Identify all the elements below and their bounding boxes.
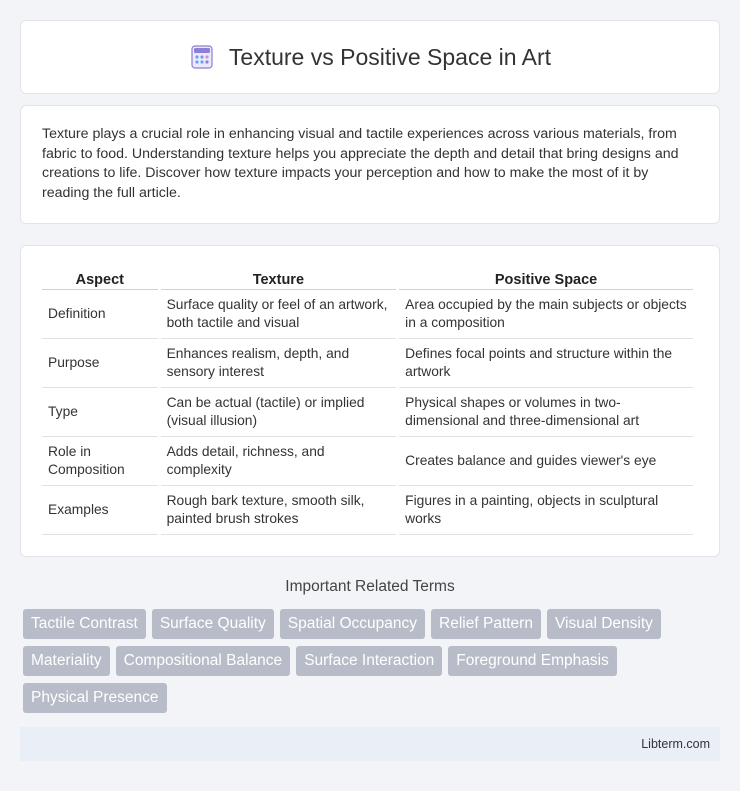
table-cell: Surface quality or feel of an artwork, both tactile and visual bbox=[161, 290, 397, 339]
table-cell: Creates balance and guides viewer's eye bbox=[399, 437, 693, 486]
table-cell: Type bbox=[42, 388, 158, 437]
table-row bbox=[42, 290, 693, 339]
tag-compositional-balance[interactable]: Compositional Balance bbox=[116, 646, 291, 676]
calculator-icon bbox=[189, 44, 215, 70]
related-terms-title: Important Related Terms bbox=[285, 578, 455, 595]
table-cell: Purpose bbox=[42, 339, 158, 388]
table-cell: Physical shapes or volumes in two-dimensional and three-dimensional art bbox=[399, 388, 693, 437]
header bbox=[189, 44, 551, 71]
table-cell: Definition bbox=[42, 290, 158, 339]
tag-surface-quality[interactable]: Surface Quality bbox=[152, 609, 274, 639]
tag-visual-density[interactable]: Visual Density bbox=[547, 609, 661, 639]
table-header-row bbox=[42, 266, 693, 290]
table-cell: Examples bbox=[42, 486, 158, 535]
table-cell: Adds detail, richness, and complexity bbox=[161, 437, 397, 486]
table-cell: Can be actual (tactile) or implied (visual illusion) bbox=[161, 388, 397, 437]
table-row bbox=[42, 437, 693, 486]
comparison-card bbox=[20, 245, 720, 557]
related-terms-tags bbox=[23, 609, 723, 713]
table-cell: Area occupied by the main subjects or objects in a composition bbox=[399, 290, 693, 339]
footer-brand-link[interactable]: Libterm.com bbox=[641, 737, 710, 751]
comparison-table bbox=[39, 266, 696, 535]
tag-relief-pattern[interactable]: Relief Pattern bbox=[431, 609, 541, 639]
tag-tactile-contrast[interactable]: Tactile Contrast bbox=[23, 609, 146, 639]
tag-physical-presence[interactable]: Physical Presence bbox=[23, 683, 167, 713]
footer bbox=[20, 727, 720, 761]
header-aspect: Aspect bbox=[42, 266, 158, 290]
intro-card bbox=[20, 105, 720, 224]
table-cell: Enhances realism, depth, and sensory interest bbox=[161, 339, 397, 388]
table-cell: Role in Composition bbox=[42, 437, 158, 486]
tag-materiality[interactable]: Materiality bbox=[23, 646, 110, 676]
page-title: Texture vs Positive Space in Art bbox=[228, 43, 552, 70]
tag-spatial-occupancy[interactable]: Spatial Occupancy bbox=[280, 609, 425, 639]
table-cell: Figures in a painting, objects in sculptural works bbox=[399, 486, 693, 535]
header-card bbox=[20, 20, 720, 94]
tag-surface-interaction[interactable]: Surface Interaction bbox=[296, 646, 442, 676]
table-row bbox=[42, 339, 693, 388]
table-row bbox=[42, 486, 693, 535]
table-cell: Rough bark texture, smooth silk, painted brush strokes bbox=[161, 486, 397, 535]
intro-text: Texture plays a crucial role in enhancing visual and tactile experiences across various materials, from fabric to food. Understanding texture helps you appreciate the depth and detail that bring designs and creations to life. Discover how texture impacts your perception and how to make the most of it by reading the full article. bbox=[42, 126, 679, 201]
header-texture: Texture bbox=[161, 266, 397, 290]
header-positive-space: Positive Space bbox=[399, 266, 693, 290]
table-cell: Defines focal points and structure within the artwork bbox=[399, 339, 693, 388]
table-row bbox=[42, 388, 693, 437]
tag-foreground-emphasis[interactable]: Foreground Emphasis bbox=[448, 646, 617, 676]
